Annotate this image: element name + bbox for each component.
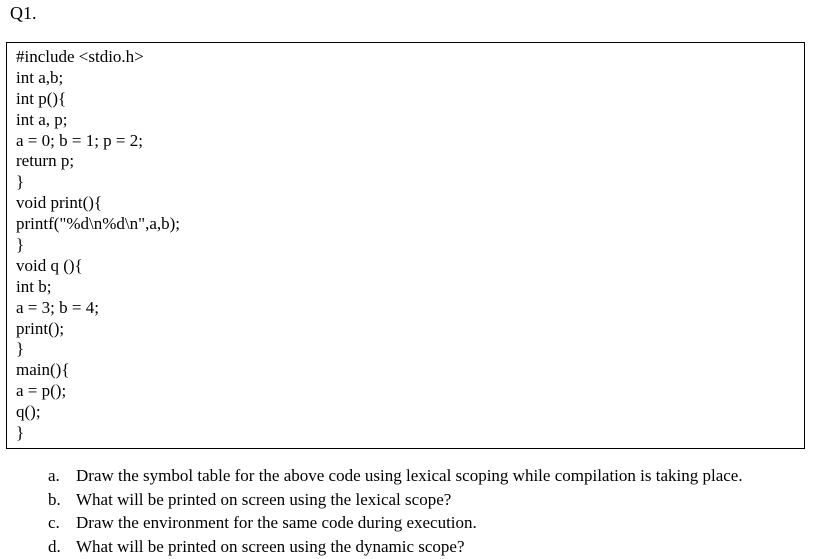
code-listing [16, 47, 180, 444]
question-text: What will be printed on screen using the lexical scope? [76, 489, 452, 509]
question-marker: a. [48, 466, 60, 485]
code-line: int p(){ [16, 88, 67, 108]
question-text: Draw the symbol table for the above code using lexical scoping while compilation is taking place. [76, 466, 743, 485]
code-line: int a,b; [16, 67, 64, 87]
code-line: main(){ [16, 360, 70, 380]
code-line: int a, p; [16, 109, 68, 129]
code-line: } [16, 172, 25, 192]
code-box [6, 42, 805, 449]
question-text: Draw the environment for the same code during execution. [76, 513, 477, 532]
code-line: } [16, 339, 25, 359]
code-line: } [16, 423, 25, 443]
code-line: void print(){ [16, 193, 103, 213]
question-text: What will be printed on screen using the dynamic scope? [76, 536, 465, 556]
code-line: q(); [16, 402, 41, 422]
code-line: void q (){ [16, 255, 83, 275]
code-line: int b; [16, 276, 52, 296]
code-line: printf("%d\n%d\n",a,b); [16, 214, 181, 234]
code-line: a = 3; b = 4; [16, 297, 99, 317]
question-marker: b. [48, 489, 61, 509]
code-line: return p; [16, 151, 75, 171]
code-line: a = 0; b = 1; p = 2; [16, 130, 143, 150]
question-marker: d. [48, 536, 61, 556]
question-marker: c. [48, 513, 60, 532]
code-line: print(); [16, 318, 65, 338]
code-line: a = p(); [16, 381, 67, 401]
code-line: } [16, 235, 25, 255]
question-number: Q1. [10, 3, 37, 23]
code-line: #include <stdio.h> [16, 47, 144, 66]
